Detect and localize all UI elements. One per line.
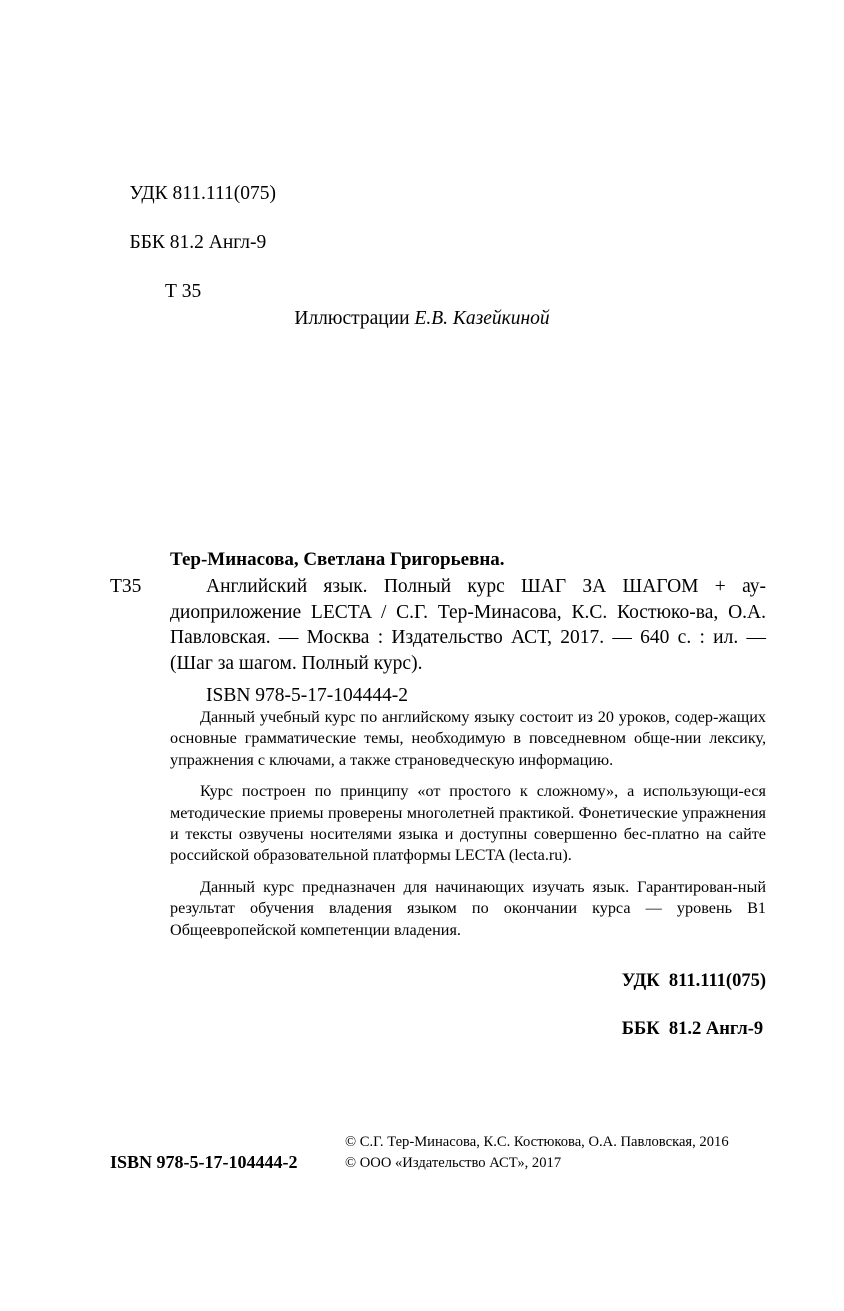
isbn-footer: ISBN 978-5-17-104444-2 — [110, 1152, 298, 1172]
illustrator-name: Е.В. Казейкиной — [414, 308, 550, 329]
annotation-paragraph: Данный курс предназначен для начинающих изучать язык. Гарантирован-ный результат обучения владения языком по окончании курса — уровень B1 Общеевропейской компетенции владения. — [170, 877, 766, 939]
annotation-paragraph: Данный учебный курс по английскому языку состоит из 20 уроков, содер-жащих основные грамматические темы, необходимую в повседневном обще-нии лексику, упражнения с ключами, а также страноведческую информацию. — [170, 708, 766, 769]
shelf-code-top: Т 35 — [165, 280, 202, 302]
bibliographic-record — [170, 548, 766, 709]
biblio-description: Английский язык. Полный курс ШАГ ЗА ШАГОМ + ау-диоприложение LECTA / С.Г. Тер-Минасова, К.С. Костюко-ва, О.А. Павловская. — Москва : Издательство АСТ, 2017. — 640 с. : ил. — (Шаг за шагом. Полный курс). — [170, 576, 766, 674]
illustrator-credit — [0, 308, 844, 330]
illustrator-label: Иллюстрации — [294, 308, 415, 329]
bbk-code-bottom: ББК 81.2 Англ-9 — [621, 1019, 764, 1039]
udc-code-bottom: УДК 811.111(075) — [621, 971, 766, 991]
annotation-text — [170, 707, 766, 941]
annotation-paragraph: Курс построен по принципу «от простого к сложному», а использующи-еся методические приемы проверены многолетней практикой. Фонетические упражнения и тексты озвучены носителями языка и доступны совершенно бес-платно на сайте российской образовательной платформы LECTA (lecta.ru). — [170, 782, 766, 865]
udc-code-top: УДК 811.111(075) — [129, 182, 276, 204]
copyright-publisher: © ООО «Издательство АСТ», 2017 — [345, 1155, 562, 1171]
copyright-block — [345, 1132, 729, 1174]
bbk-code-top: ББК 81.2 Англ-9 — [129, 231, 267, 253]
classification-codes-bottom — [603, 945, 766, 1065]
biblio-isbn: ISBN 978-5-17-104444-2 — [206, 685, 409, 706]
catalog-margin-code: Т35 — [110, 576, 142, 597]
biblio-author: Тер-Минасова, Светлана Григорьевна. — [170, 549, 505, 570]
copyright-authors: © С.Г. Тер-Минасова, К.С. Костюкова, О.А. Павловская, 2016 — [345, 1134, 729, 1150]
